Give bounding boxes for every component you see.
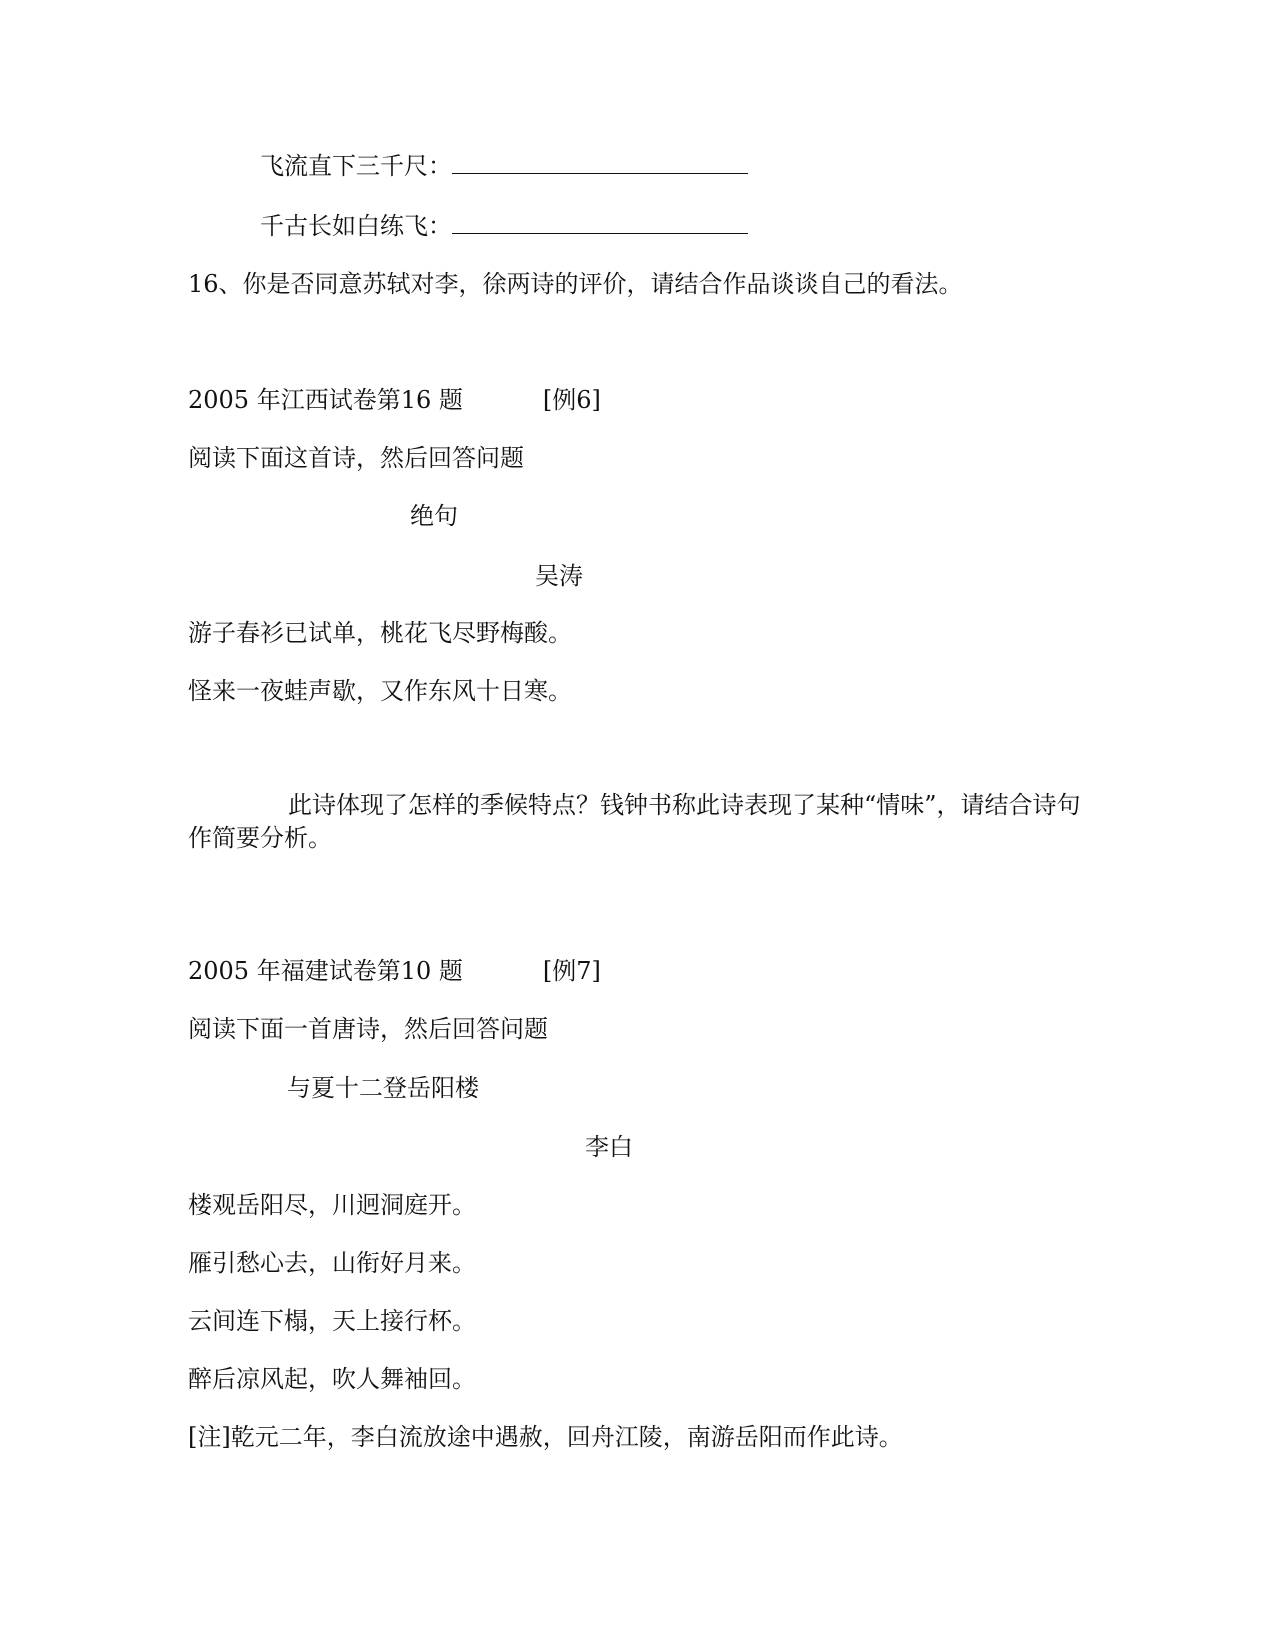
example7-source: 2005 年福建试卷第10 题 xyxy=(188,957,463,985)
fill-line-1-text: 飞流直下三千尺： xyxy=(260,152,452,180)
example6-question: 此诗体现了怎样的季候特点？钱钟书称此诗表现了某种“情味”，请结合诗句作简要分析。 xyxy=(188,791,1081,852)
example6-header xyxy=(188,384,601,416)
answer-blank-2[interactable] xyxy=(452,211,748,234)
example7-note: [注]乾元二年，李白流放途中遇赦，回舟江陵，南游岳阳而作此诗。 xyxy=(188,1423,903,1451)
example6-poet: 吴涛 xyxy=(535,562,583,590)
example7-poet: 李白 xyxy=(585,1133,633,1161)
example7-poem-title: 与夏十二登岳阳楼 xyxy=(287,1074,479,1102)
answer-blank-1[interactable] xyxy=(452,151,748,174)
example7-instruction: 阅读下面一首唐诗，然后回答问题 xyxy=(188,1015,548,1043)
fill-line-2-text: 千古长如白练飞： xyxy=(260,212,452,240)
example6-poem-line-2: 怪来一夜蛙声歇，又作东风十日寒。 xyxy=(188,677,572,705)
example6-poem-title: 绝句 xyxy=(410,502,458,530)
example6-tag: [例6] xyxy=(542,386,601,414)
example7-tag: [例7] xyxy=(542,957,601,985)
question-16: 16、你是否同意苏轼对李，徐两诗的评价，请结合作品谈谈自己的看法。 xyxy=(188,270,963,298)
example6-poem-line-1: 游子春衫已试单，桃花飞尽野梅酸。 xyxy=(188,619,572,647)
fill-line-2 xyxy=(260,210,748,242)
example7-poem-line-2: 雁引愁心去，山衔好月来。 xyxy=(188,1249,476,1277)
example6-source: 2005 年江西试卷第16 题 xyxy=(188,386,463,414)
example7-poem-line-4: 醉后凉风起，吹人舞袖回。 xyxy=(188,1365,476,1393)
example7-poem-line-1: 楼观岳阳尽，川迥洞庭开。 xyxy=(188,1191,476,1219)
example6-instruction: 阅读下面这首诗，然后回答问题 xyxy=(188,444,524,472)
example7-header xyxy=(188,955,601,987)
example7-poem-line-3: 云间连下榻，天上接行杯。 xyxy=(188,1307,476,1335)
fill-line-1 xyxy=(260,150,748,182)
